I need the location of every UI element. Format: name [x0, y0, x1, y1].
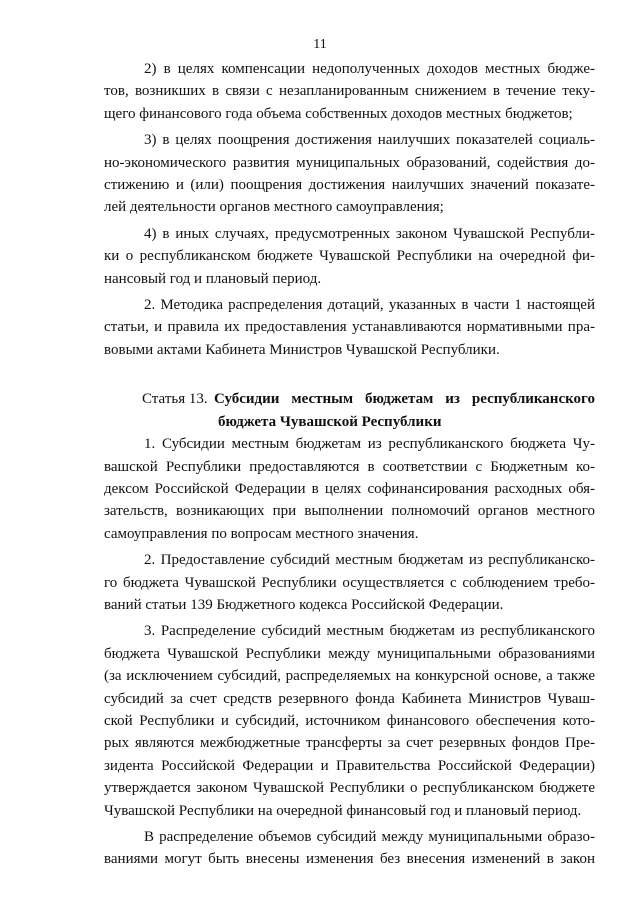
paragraph-line: ваний статьи 139 Бюджетного кодекса Российской Федерации.: [104, 596, 504, 613]
paragraph-line: вовыми актами Кабинета Министров Чувашской Республики.: [104, 341, 500, 358]
paragraph-line: зательств, возникающих при выполнении полномочий органов местного: [104, 503, 595, 520]
paragraph-line: щего финансового года объема собственных доходов местных бюджетов;: [104, 105, 573, 122]
paragraph-line: зидента Российской Федерации и Правительства Российской Федерации): [104, 757, 595, 774]
pre-article-paragraph: [104, 223, 595, 290]
paragraphs-after-article: [104, 433, 595, 871]
paragraph-line: субсидий за счет средств резервного фонда Кабинета Министров Чуваш-: [104, 690, 595, 707]
pre-article-paragraph: [104, 58, 595, 125]
article-13-paragraph: [104, 826, 595, 871]
paragraph-line: (за исключением субсидий, распределяемых на конкурсной основе, а также: [104, 668, 595, 685]
pre-article-paragraph: [104, 294, 595, 361]
article-13-paragraph: [104, 549, 595, 616]
paragraph-line: стижению и (или) поощрения достижения наилучших значений показате-: [104, 177, 595, 194]
paragraph-line: ской Республики и субсидий, источником финансового обеспечения кото-: [104, 712, 595, 729]
paragraph-line: бюджета Чувашской Республики между муниципальными образованиями: [104, 645, 595, 662]
paragraph-line: рых являются межбюджетные трансферты за счет резервных фондов Пре-: [104, 735, 595, 752]
article-13-paragraph: [104, 433, 595, 545]
article-label: Статья 13.: [142, 391, 208, 408]
paragraph-line: нансовый год и плановый период.: [104, 270, 322, 287]
paragraph-line: Чувашской Республики на очередной финансовый год и плановый период.: [104, 802, 582, 819]
paragraph-line: го бюджета Чувашской Республики осуществляется с соблюдением требо-: [104, 574, 595, 591]
paragraph-line: 2) в целях компенсации недополученных доходов местных бюдже-: [144, 61, 595, 77]
paragraph-line: В распределение объемов субсидий между муниципальными образо-: [144, 829, 595, 845]
article-heading-row-2: [104, 411, 595, 433]
paragraph-line: самоуправления по вопросам местного значения.: [104, 525, 419, 542]
paragraph-line: 1. Субсидии местным бюджетам из республиканского бюджета Чу-: [144, 436, 595, 453]
paragraphs-before-article: [104, 58, 595, 361]
paragraph-line: 2. Предоставление субсидий местным бюджетам из республиканско-: [144, 552, 595, 569]
article-title-line-1: Субсидии местным бюджетам из республиканского: [214, 391, 595, 408]
article-heading-row-1: [104, 388, 595, 410]
document-body: [104, 58, 595, 871]
paragraph-line: вашской Республики предоставляются в соответствии с Бюджетным ко-: [104, 458, 595, 475]
paragraph-line: 3) в целях поощрения достижения наилучших показателей социаль-: [144, 132, 595, 149]
paragraph-line: ваниями могут быть внесены изменения без внесения изменений в закон: [104, 851, 595, 868]
article-heading: [104, 388, 595, 433]
paragraph-line: 2. Методика распределения дотаций, указанных в части 1 настоящей: [144, 297, 595, 314]
article-13-paragraph: [104, 620, 595, 822]
paragraph-line: дексом Российской Федерации в целях софинансирования расходных обя-: [104, 480, 595, 497]
paragraph-line: статьи, и правила их предоставления устанавливаются нормативными пра-: [104, 319, 595, 336]
paragraph-line: утверждается законом Чувашской Республики о республиканском бюджете: [104, 780, 595, 797]
pre-article-paragraph: [104, 129, 595, 219]
paragraph-line: но-экономического развития муниципальных образований, содействия до-: [104, 154, 595, 171]
paragraph-line: лей деятельности органов местного самоуправления;: [104, 199, 444, 216]
paragraph-line: ки о республиканском бюджете Чувашской Республики на очередной фи-: [104, 248, 595, 265]
article-title-line-2: бюджета Чувашской Республики: [218, 413, 442, 430]
paragraph-line: 3. Распределение субсидий местным бюджетам из республиканского: [144, 623, 595, 640]
paragraph-line: тов, возникших в связи с незапланированным снижением в течение теку-: [104, 83, 595, 100]
paragraph-line: 4) в иных случаях, предусмотренных законом Чувашской Республи-: [144, 225, 595, 242]
page-number: 11: [313, 37, 327, 52]
